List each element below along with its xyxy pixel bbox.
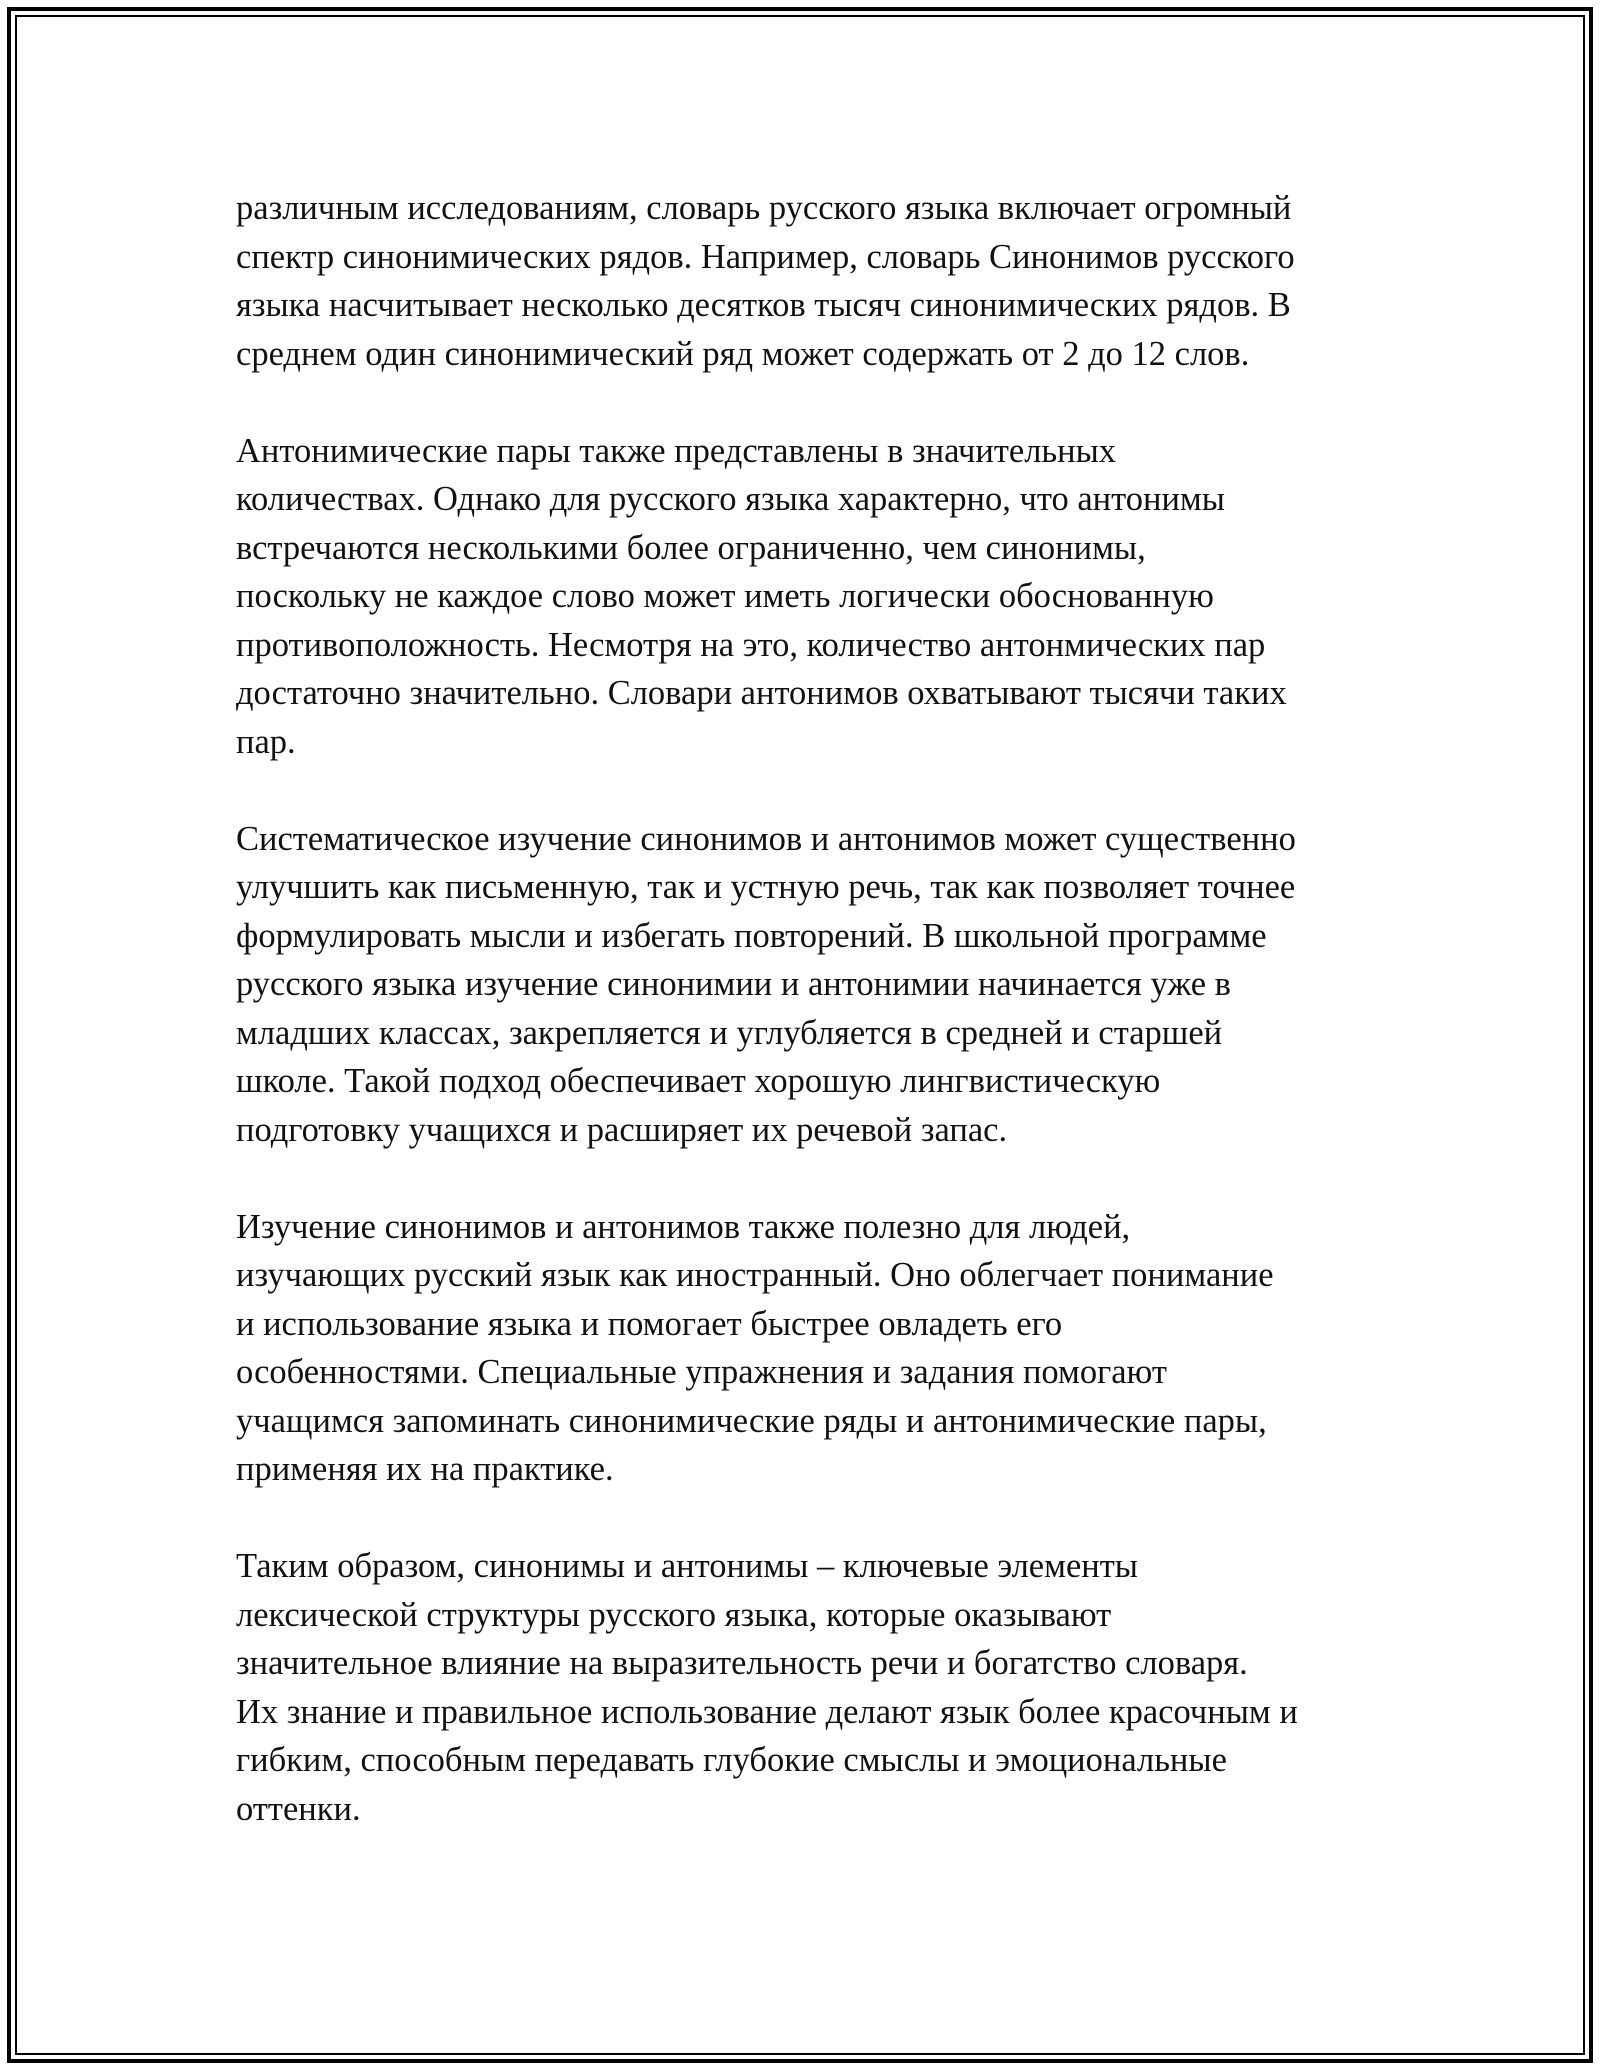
paragraph-4: Изучение синонимов и антонимов также полезно для людей, изучающих русский язык как иностранный. Оно облегчает понимание и использование языка и помогает быстрее овладеть его особенностями. Специальные упражнения и задания помогают учащимся запоминать синонимические ряды и антонимические пары, применяя их на практике. [236,1207,1274,1488]
document-body [236,184,1386,1882]
paragraph-1: различным исследованиям, словарь русского языка включает огромный спектр синонимических рядов. Например, словарь Синонимов русского языка насчитывает несколько десятков тысяч синонимических рядов. В среднем один синонимический ряд может содержать от 2 до 12 слов. [236,189,1295,373]
paragraph-2: Антонимические пары также представлены в значительных количествах. Однако для русского языка характерно, что антонимы встречаются несколькими более ограниченно, чем синонимы, поскольку не каждое слово может иметь логически обоснованную противоположность. Несмотря на это, количество антонмических пар достаточно значительно. Словари антонимов охватывают тысячи таких пар. [236,431,1287,761]
paragraph-3: Систематическое изучение синонимов и антонимов может существенно улучшить как письменную, так и устную речь, так как позволяет точнее формулировать мысли и избегать повторений. В школьной программе русского языка изучение синонимии и антонимии начинается уже в младших классах, закрепляется и углубляется в средней и старшей школе. Такой подход обеспечивает хорошую лингвистическую подготовку учащихся и расширяет их речевой запас. [236,819,1296,1149]
paragraph-5: Таким образом, синонимы и антонимы – ключевые элементы лексической структуры русского языка, которые оказывают значительное влияние на выразительность речи и богатство словаря. Их знание и правильное использование делают язык более красочным и гибким, способным передавать глубокие смыслы и эмоциональные оттенки. [236,1547,1298,1828]
